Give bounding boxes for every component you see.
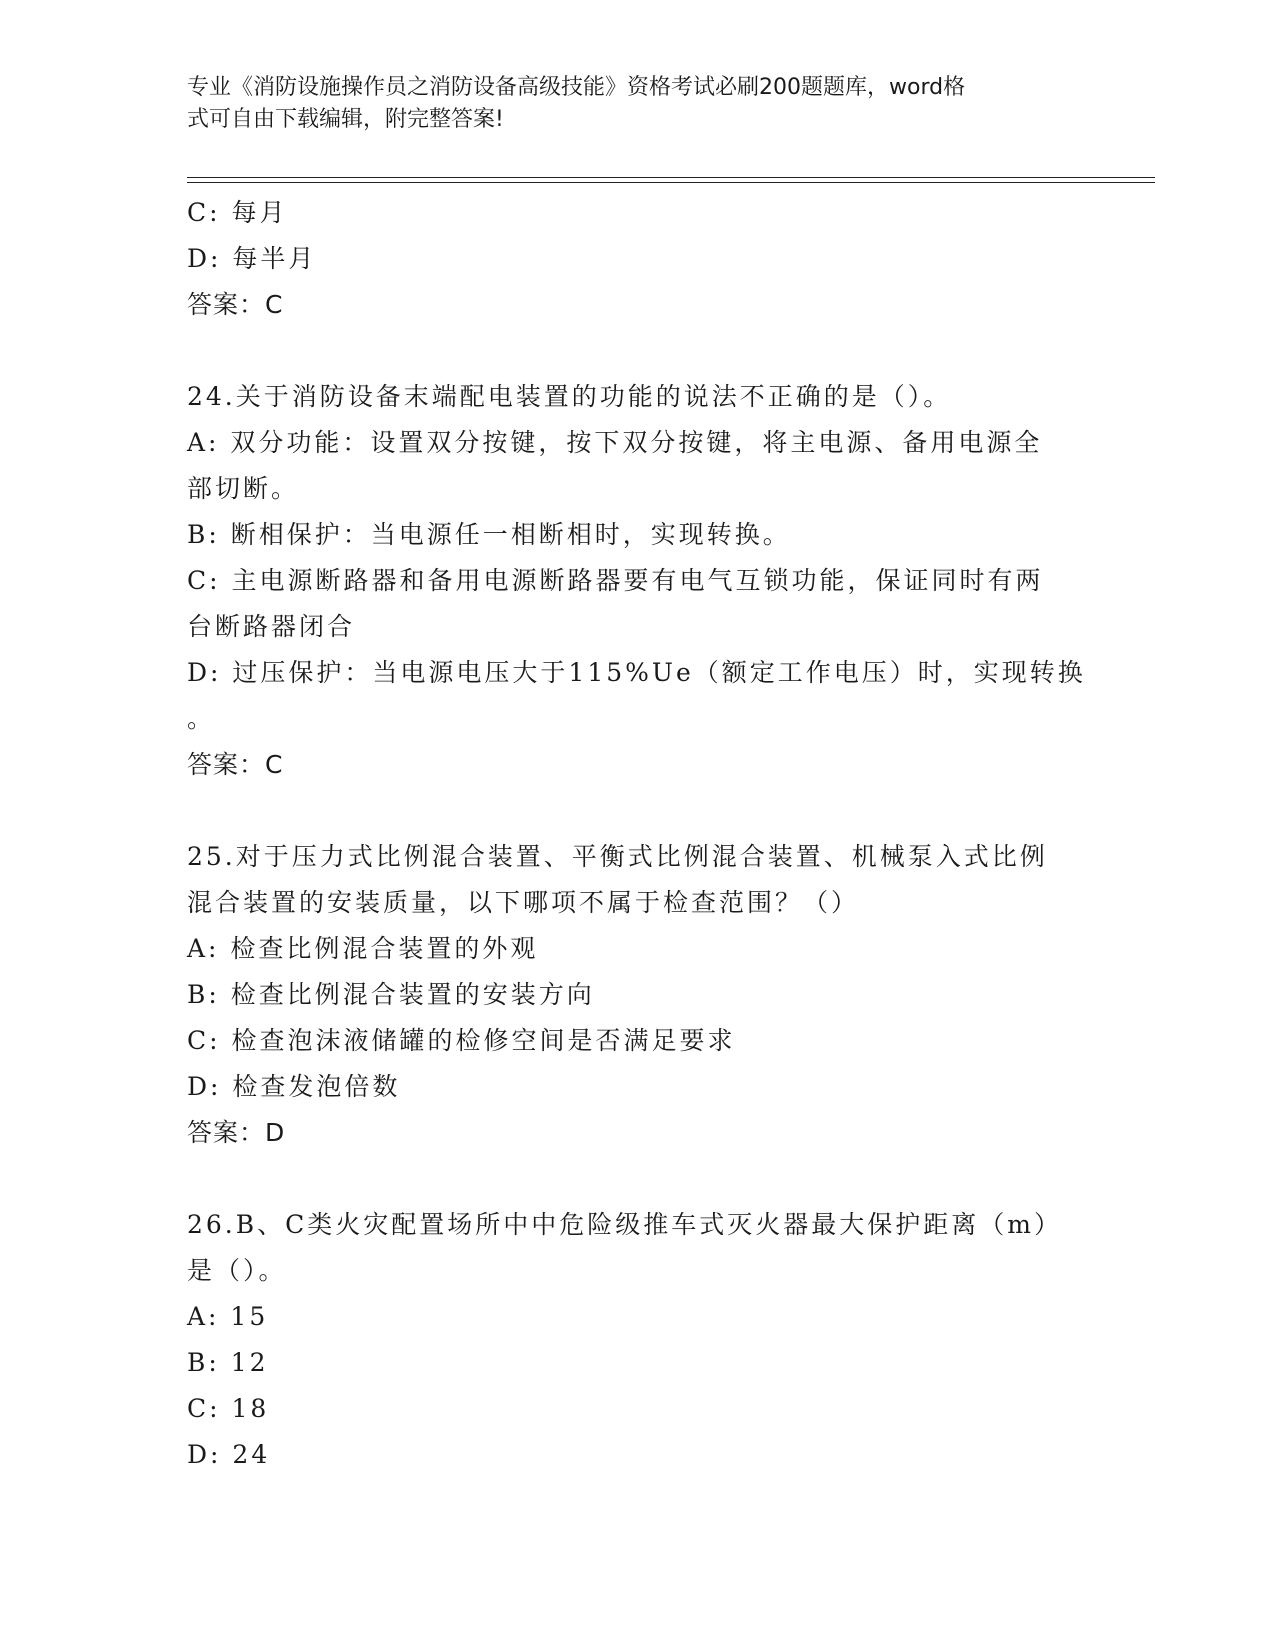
option-b: B: 断相保护：当电源任一相断相时，实现转换。 <box>187 520 791 549</box>
question-25 <box>187 834 1087 1156</box>
option-d: D: 过压保护：当电源电压大于115%Ue（额定工作电压）时，实现转换 <box>187 658 1086 687</box>
spacer <box>187 328 1087 374</box>
answer-line: 答案：C <box>187 750 284 779</box>
option-c-continued: 台断路器闭合 <box>187 612 356 641</box>
option-a: A: 15 <box>187 1302 269 1331</box>
spacer <box>187 788 1087 834</box>
option-d: D: 每半月 <box>187 244 317 273</box>
option-b: B: 12 <box>187 1348 269 1377</box>
header-title-line-2: 式可自由下载编辑，附完整答案! <box>187 107 504 132</box>
option-c: C: 检查泡沫液储罐的检修空间是否满足要求 <box>187 1026 736 1055</box>
question-stem-continued: 是（）。 <box>187 1256 287 1285</box>
option-c: C: 主电源断路器和备用电源断路器要有电气互锁功能，保证同时有两 <box>187 566 1044 595</box>
question-23-tail <box>187 190 1087 328</box>
question-stem: 25.对于压力式比例混合装置、平衡式比例混合装置、机械泵入式比例 <box>187 842 1048 871</box>
question-content <box>187 190 1087 1478</box>
option-c: C: 每月 <box>187 198 288 227</box>
option-a-continued: 部切断。 <box>187 474 300 503</box>
header-divider-bottom <box>187 182 1155 183</box>
header-title-line-1: 专业《消防设施操作员之消防设备高级技能》资格考试必刷200题题库，word格 <box>187 75 966 100</box>
answer-line: 答案：D <box>187 1118 286 1147</box>
option-d-continued: 。 <box>187 704 216 733</box>
header-divider-top <box>187 177 1155 178</box>
option-d: D: 24 <box>187 1440 271 1469</box>
question-stem: 24.关于消防设备末端配电装置的功能的说法不正确的是（）。 <box>187 382 952 411</box>
option-a: A: 双分功能：设置双分按键，按下双分按键，将主电源、备用电源全 <box>187 428 1043 457</box>
question-stem: 26.B、C类火灾配置场所中中危险级推车式灭火器最大保护距离（m） <box>187 1210 1062 1239</box>
spacer <box>187 1156 1087 1202</box>
answer-line: 答案：C <box>187 290 284 319</box>
question-24 <box>187 374 1087 788</box>
question-stem-continued: 混合装置的安装质量，以下哪项不属于检查范围？（） <box>187 888 860 917</box>
page-header <box>187 72 1067 136</box>
option-c: C: 18 <box>187 1394 270 1423</box>
option-d: D: 检查发泡倍数 <box>187 1072 401 1101</box>
option-a: A: 检查比例混合装置的外观 <box>187 934 539 963</box>
option-b: B: 检查比例混合装置的安装方向 <box>187 980 595 1009</box>
question-26 <box>187 1202 1087 1478</box>
